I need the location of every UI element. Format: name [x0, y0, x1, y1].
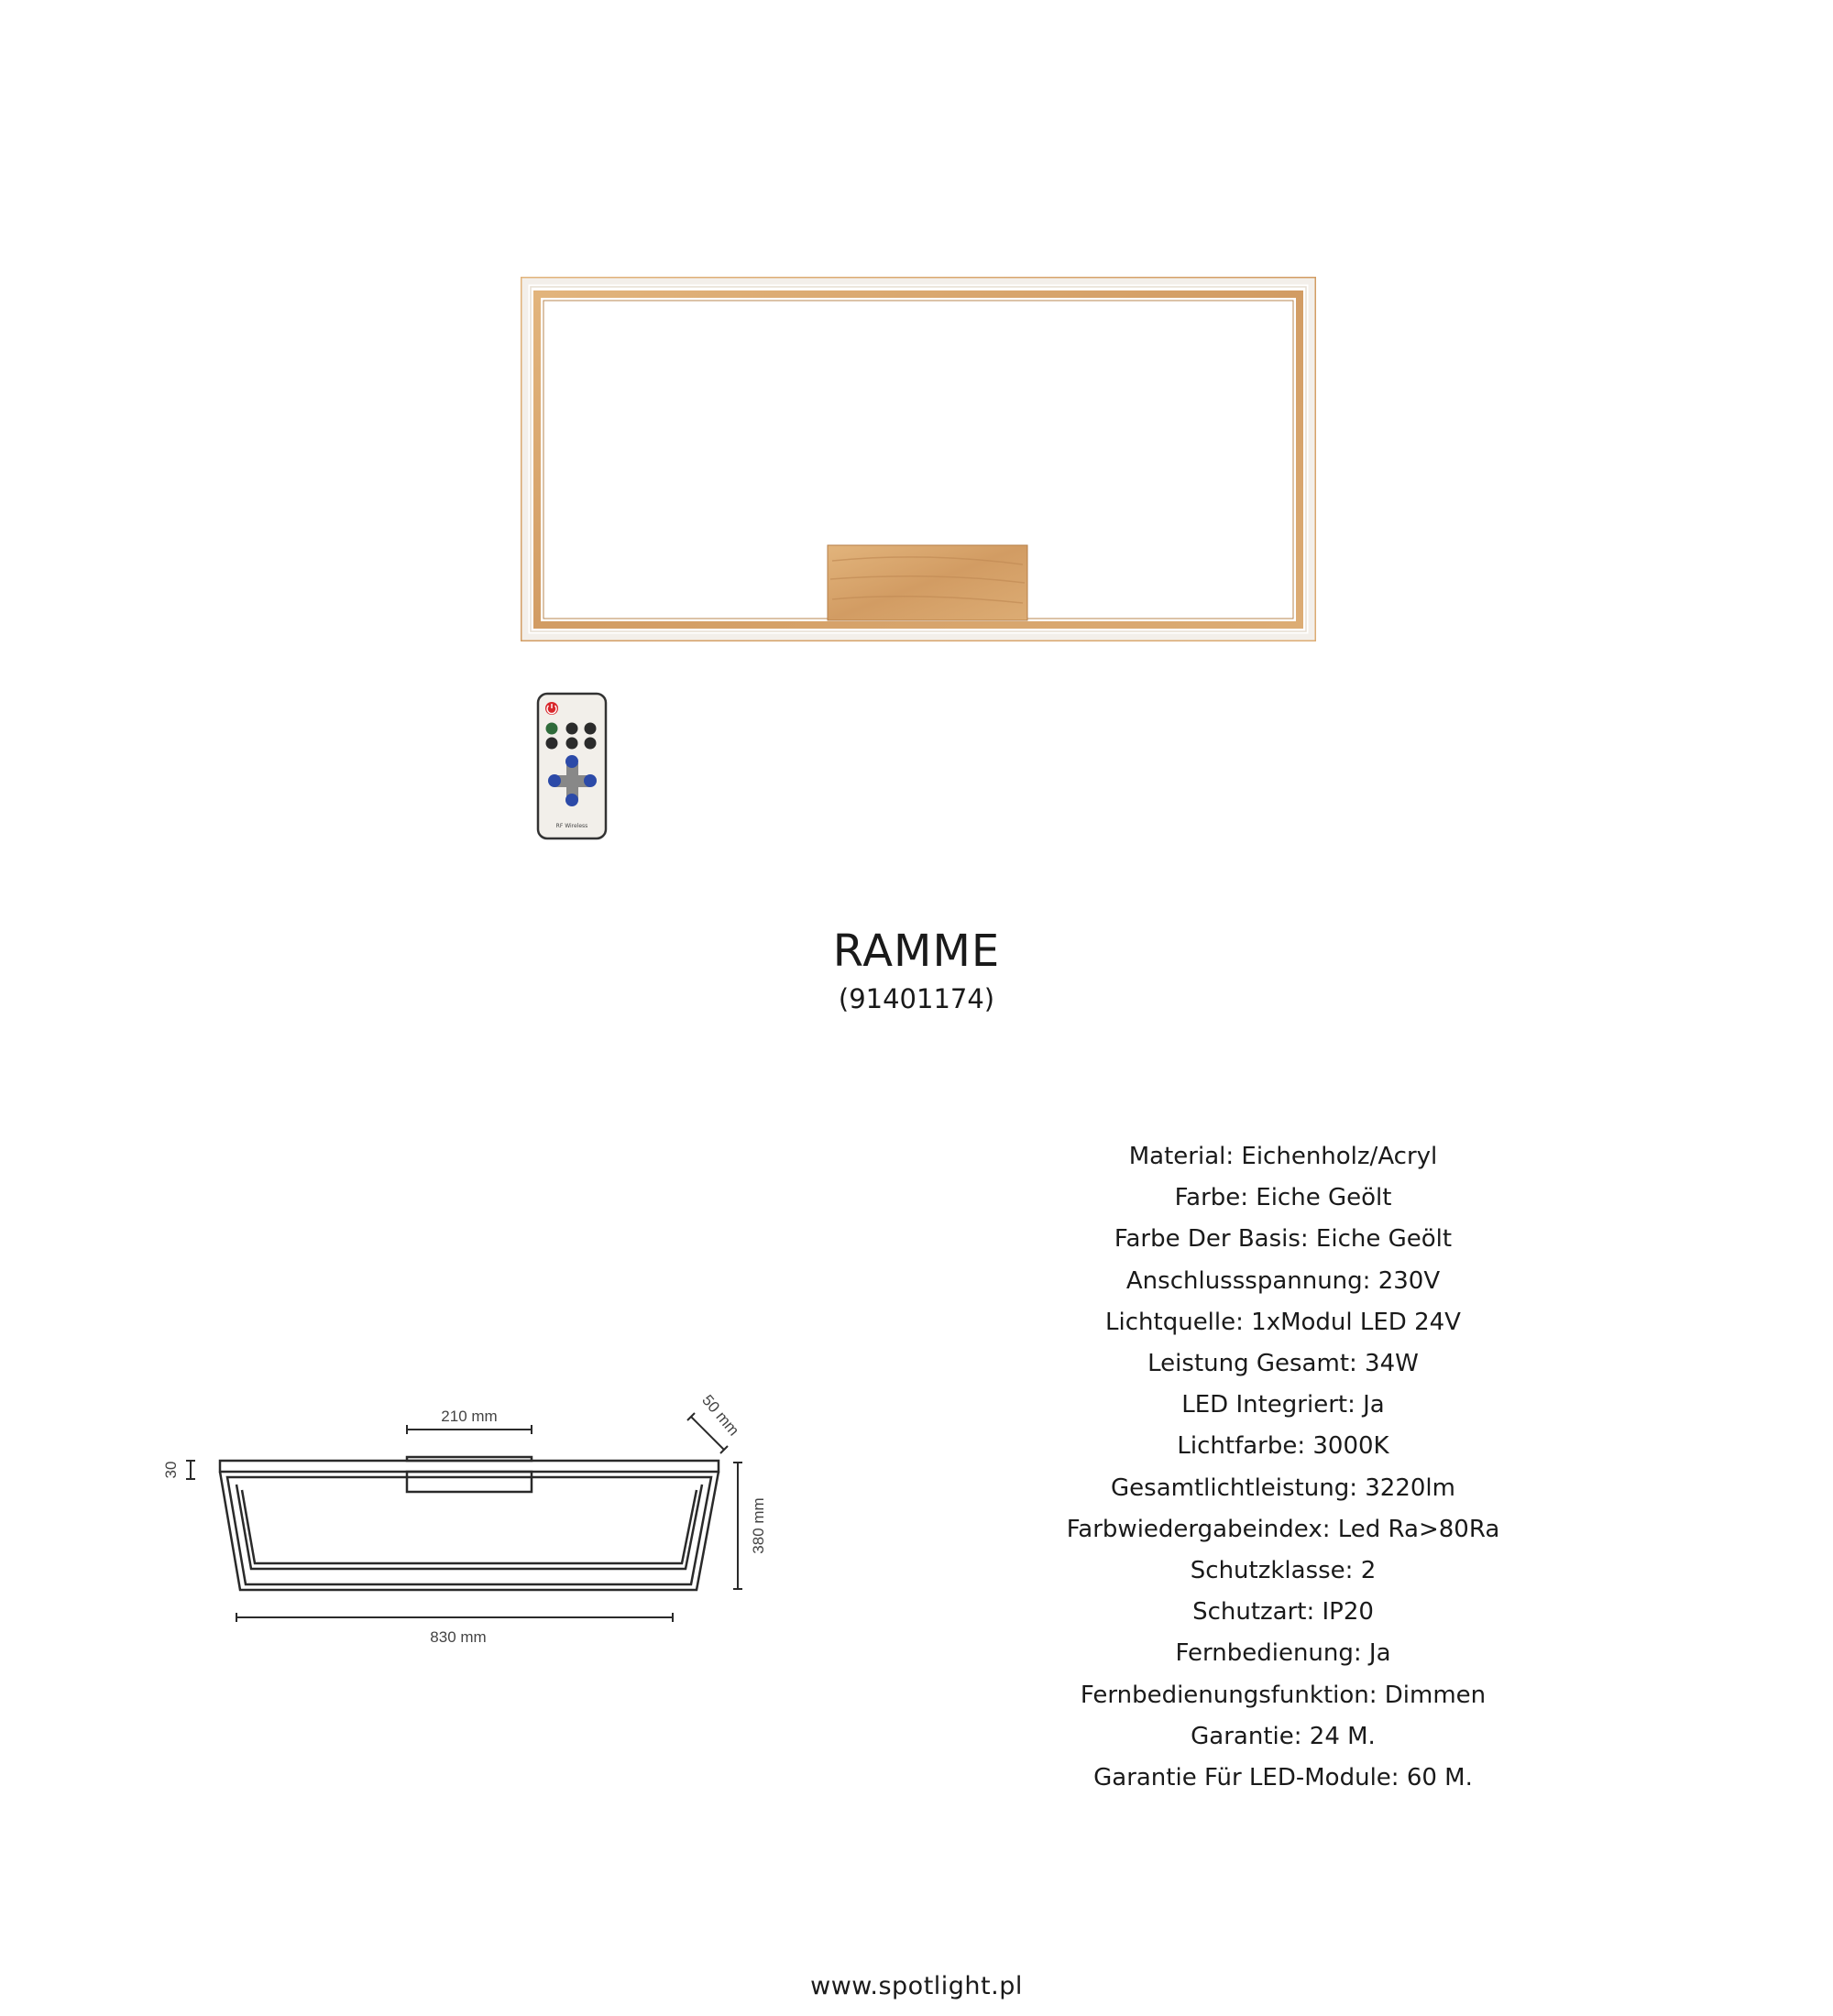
title-block: [0, 926, 1833, 1015]
product-code: (91401174): [838, 983, 995, 1014]
spec-item: Schutzklasse: 2: [1190, 1557, 1377, 1585]
remote-control-image: [536, 692, 608, 840]
dim-height: 30: [162, 1461, 180, 1479]
spec-item: Fernbedienung: Ja: [1175, 1639, 1391, 1668]
spec-item: Anschlussspannung: 230V: [1125, 1266, 1441, 1295]
spec-item: Schutzart: IP20: [1192, 1598, 1374, 1627]
spec-item: Farbwiedergabeindex: Led Ra>80Ra: [1066, 1515, 1500, 1543]
website-link[interactable]: www.spotlight.pl: [810, 1972, 1023, 2000]
spec-item: LED Integriert: Ja: [1181, 1391, 1385, 1419]
spec-item: Lichtfarbe: 3000K: [1177, 1432, 1389, 1461]
product-image: [521, 277, 1316, 641]
remote-label: RF Wireless: [555, 823, 588, 829]
spec-item: Farbe Der Basis: Eiche Geölt: [1114, 1225, 1453, 1254]
spec-item: Garantie Für LED-Module: 60 M.: [1093, 1764, 1473, 1792]
dim-width: 380 mm: [750, 1497, 767, 1554]
spec-item: Farbe: Eiche Geölt: [1174, 1184, 1392, 1212]
spec-item: Lichtquelle: 1xModul LED 24V: [1105, 1308, 1461, 1336]
spec-item: Fernbedienungsfunktion: Dimmen: [1080, 1681, 1487, 1709]
product-name: RAMME: [832, 926, 1001, 977]
spec-item: Material: Eichenholz/Acryl: [1128, 1143, 1438, 1170]
spec-item: Garantie: 24 M.: [1191, 1722, 1376, 1750]
spec-item: Gesamtlichtleistung: 3220lm: [1111, 1474, 1455, 1502]
dim-depth: 50 mm: [698, 1391, 743, 1440]
dim-top-width: 210 mm: [441, 1408, 498, 1425]
spec-item: Leistung Gesamt: 34W: [1147, 1350, 1419, 1378]
dimension-drawing: [147, 1375, 770, 1649]
dim-length: 830 mm: [430, 1628, 487, 1646]
spec-list: [1008, 1136, 1558, 1799]
